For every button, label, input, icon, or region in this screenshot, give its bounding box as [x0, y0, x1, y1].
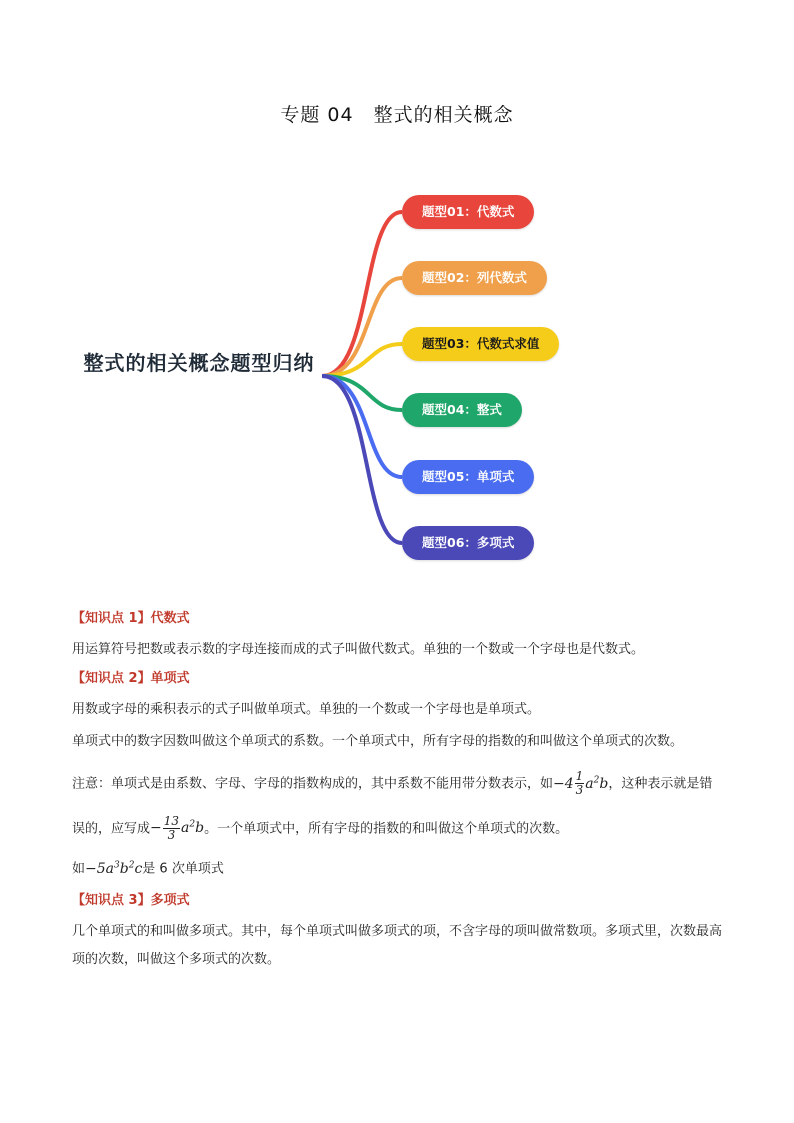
- connector-1: [322, 212, 402, 376]
- mixed-var: a: [585, 775, 594, 792]
- ex-a: a: [105, 860, 115, 877]
- frac-var: a: [181, 820, 190, 837]
- center-topic: 整式的相关概念题型归纳: [83, 351, 315, 375]
- mixed-numerator: 1: [575, 769, 584, 784]
- frac-sign: −: [150, 820, 162, 837]
- note-text-c: 。一个单项式中，所有字母的指数的和叫做这个单项式的次数。: [204, 821, 569, 837]
- mixed-denominator: 3: [575, 783, 584, 798]
- note-text-b: ，这种表示就是错误的，应写成: [72, 776, 713, 837]
- ex-coef: −5: [85, 860, 106, 877]
- content: [72, 608, 722, 974]
- example-suffix: 是 6 次单项式: [142, 861, 224, 877]
- kp2-heading: 【知识点 2】单项式: [72, 671, 190, 686]
- branch-node-5: 题型05：单项式: [402, 460, 534, 494]
- kp2-p2: 单项式中的数字因数叫做这个单项式的系数。一个单项式中，所有字母的指数的和叫做这个单项式的次数。: [72, 734, 684, 749]
- kp2-p1: 用数或字母的乘积表示的式子叫做单项式。单独的一个数或一个字母也是单项式。: [72, 702, 541, 717]
- connector-6: [322, 376, 402, 543]
- frac-exp: 2: [189, 819, 196, 830]
- branch-node-3: 题型03：代数式求值: [402, 327, 559, 361]
- branch-node-4: 题型04：整式: [402, 393, 522, 427]
- kp1-text: 用运算符号把数或表示数的字母连接而成的式子叫做代数式。单独的一个数或一个字母也是代数式。: [72, 642, 645, 657]
- mixed-var2: b: [599, 775, 609, 792]
- ex-b: b: [119, 860, 129, 877]
- branch-node-6: 题型06：多项式: [402, 526, 534, 560]
- ex-b-exp: 2: [128, 860, 135, 871]
- fraction-expression: [150, 813, 205, 842]
- mixed-fraction: [575, 770, 585, 797]
- connector-2: [322, 278, 402, 376]
- branch-node-2: 题型02：列代数式: [402, 261, 547, 295]
- frac-var2: b: [195, 820, 205, 837]
- ex-a-exp: 3: [114, 860, 120, 871]
- frac-denominator: 3: [167, 827, 176, 842]
- kp3-text: 几个单项式的和叫做多项式。其中，每个单项式叫做多项式的项，不含字母的项叫做常数项。多项式里，次数最高项的次数，叫做这个多项式的次数。: [72, 923, 723, 967]
- kp2-example: [72, 851, 722, 884]
- mixed-whole: −4: [553, 775, 574, 792]
- branch-node-1: 题型01：代数式: [402, 195, 534, 229]
- kp1-heading: 【知识点 1】代数式: [72, 611, 190, 626]
- mixed-exp: 2: [593, 775, 600, 785]
- ex-c: c: [134, 860, 143, 877]
- page-title: 专题 04 整式的相关概念: [280, 104, 514, 126]
- mixed-number-expression: [553, 769, 609, 798]
- improper-fraction: [163, 815, 180, 842]
- example-prefix: 如: [72, 861, 86, 877]
- kp3-heading: 【知识点 3】多项式: [72, 892, 190, 908]
- frac-numerator: 13: [163, 813, 180, 828]
- example-expression: [85, 861, 142, 877]
- note-text-a: 注意：单项式是由系数、字母、字母的指数构成的，其中系数不能用带分数表示，如: [72, 776, 554, 792]
- kp2-note: [72, 760, 722, 849]
